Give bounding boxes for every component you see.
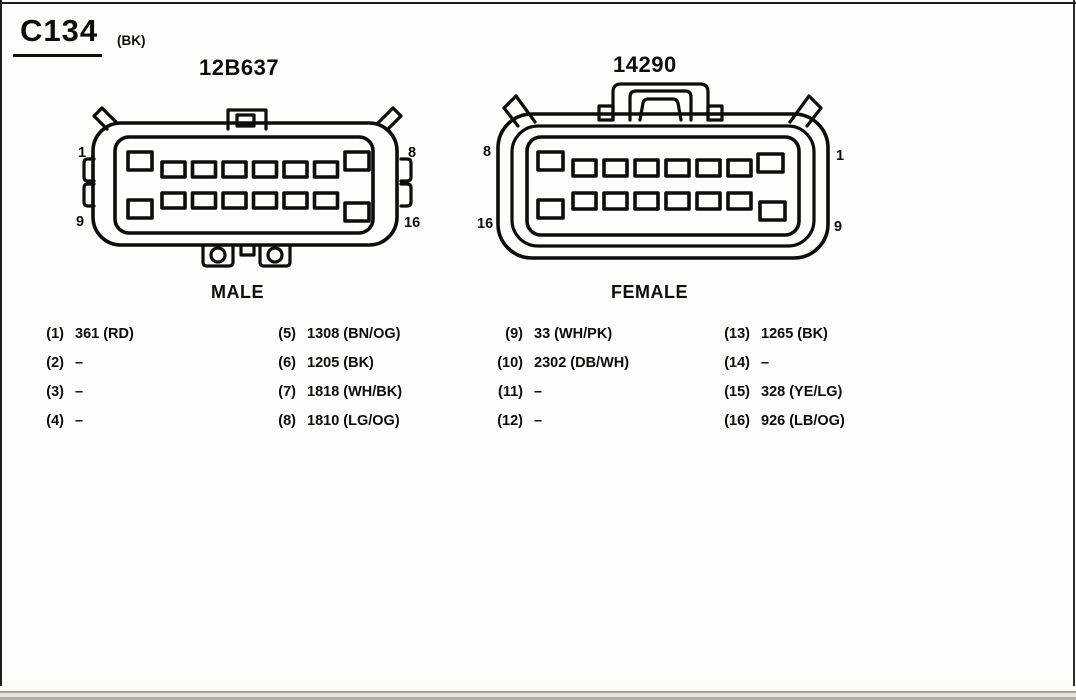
male-pin-label-16: 16 bbox=[404, 215, 421, 231]
pin-entry bbox=[485, 413, 629, 433]
pin-entry bbox=[26, 355, 134, 375]
female-pin-label-16: 16 bbox=[477, 216, 494, 232]
pin-entry bbox=[712, 384, 845, 404]
circuit-value: – bbox=[534, 384, 543, 400]
pin-entry bbox=[26, 413, 134, 433]
pin-entry bbox=[26, 326, 134, 346]
pin-number: (12) bbox=[497, 413, 523, 429]
pin-entry bbox=[485, 355, 629, 375]
pin-number: (11) bbox=[498, 384, 523, 400]
female-connector-diagram bbox=[480, 80, 850, 268]
page-border-top bbox=[0, 2, 1076, 4]
connector-id-underline bbox=[13, 54, 102, 57]
male-pin-label-1: 1 bbox=[78, 145, 87, 161]
pin-entry bbox=[26, 384, 134, 404]
circuit-value: – bbox=[534, 413, 543, 429]
pin-entry bbox=[485, 326, 629, 346]
connector-color-code: (BK) bbox=[117, 33, 146, 48]
page-border-left bbox=[0, 0, 2, 686]
gender-label-male: MALE bbox=[211, 282, 264, 302]
circuit-value: 33 (WH/PK) bbox=[534, 326, 613, 342]
female-part-number: 14290 bbox=[613, 52, 677, 77]
gender-label-female: FEMALE bbox=[611, 282, 688, 302]
circuit-value: 926 (LB/OG) bbox=[761, 413, 845, 429]
circuit-value: 2302 (DB/WH) bbox=[534, 355, 630, 371]
pin-number: (9) bbox=[505, 326, 523, 342]
male-connector-diagram bbox=[75, 103, 420, 268]
pin-entry bbox=[258, 355, 402, 375]
circuit-value: 361 (RD) bbox=[75, 326, 134, 342]
pin-list-column-1 bbox=[26, 326, 134, 442]
pin-entry bbox=[712, 355, 845, 375]
circuit-value: 1308 (BN/OG) bbox=[307, 326, 401, 342]
male-body bbox=[93, 123, 397, 245]
female-pin-grid bbox=[538, 152, 785, 220]
pin-entry bbox=[258, 384, 402, 404]
pin-number: (2) bbox=[46, 355, 64, 371]
pin-number: (5) bbox=[278, 326, 296, 342]
pin-number: (4) bbox=[46, 413, 64, 429]
male-part-number: 12B637 bbox=[199, 55, 280, 80]
male-pin-label-9: 9 bbox=[76, 214, 85, 230]
circuit-value: – bbox=[75, 384, 84, 400]
male-top-tab bbox=[228, 110, 266, 129]
female-body bbox=[498, 114, 828, 258]
pin-number: (10) bbox=[497, 355, 523, 371]
pin-entry bbox=[485, 384, 629, 404]
pin-number: (3) bbox=[46, 384, 64, 400]
circuit-value: 1810 (LG/OG) bbox=[307, 413, 400, 429]
connector-id: C134 bbox=[20, 13, 99, 48]
pin-list-column-2 bbox=[258, 326, 402, 442]
pin-number: (13) bbox=[724, 326, 750, 342]
pin-number: (6) bbox=[278, 355, 296, 371]
circuit-value: 1205 (BK) bbox=[307, 355, 374, 371]
circuit-value: 1265 (BK) bbox=[761, 326, 828, 342]
pin-number: (8) bbox=[278, 413, 296, 429]
page-border-right bbox=[1073, 0, 1075, 686]
female-pin-label-1: 1 bbox=[836, 148, 845, 164]
circuit-value: 328 (YE/LG) bbox=[761, 384, 843, 400]
circuit-value: 1818 (WH/BK) bbox=[307, 384, 403, 400]
pin-list-column-4 bbox=[712, 326, 845, 442]
pin-number: (15) bbox=[724, 384, 750, 400]
circuit-value: – bbox=[75, 413, 84, 429]
pin-number: (1) bbox=[46, 326, 64, 342]
pin-number: (7) bbox=[278, 384, 296, 400]
pin-number: (16) bbox=[724, 413, 750, 429]
pin-entry bbox=[258, 326, 402, 346]
female-pin-label-8: 8 bbox=[483, 144, 492, 160]
female-pin-label-9: 9 bbox=[834, 219, 843, 235]
page-bottom-strip bbox=[0, 686, 1076, 700]
pin-number: (14) bbox=[724, 355, 750, 371]
pin-entry bbox=[712, 413, 845, 433]
pin-entry bbox=[258, 413, 402, 433]
circuit-value: – bbox=[75, 355, 84, 371]
pin-entry bbox=[712, 326, 845, 346]
male-pin-grid bbox=[128, 152, 369, 221]
pin-list-column-3 bbox=[485, 326, 629, 442]
male-pin-label-8: 8 bbox=[408, 145, 417, 161]
circuit-value: – bbox=[761, 355, 770, 371]
male-bottom-tabs bbox=[203, 245, 290, 266]
